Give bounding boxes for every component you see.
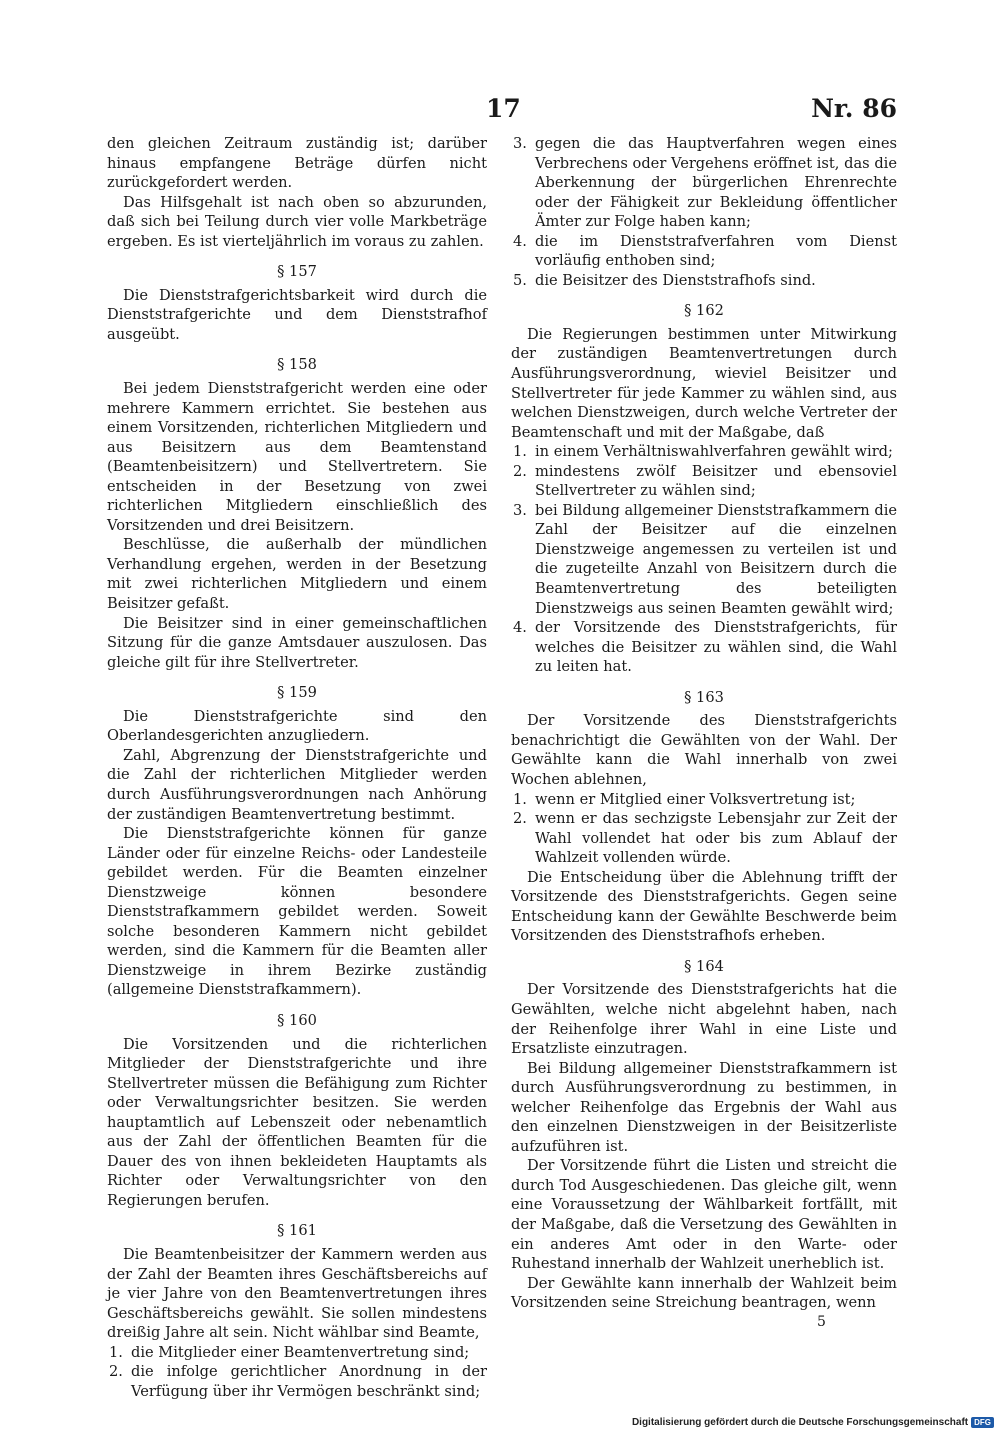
paragraph: Bei Bildung allgemeiner Dienststrafkammern ist durch Ausführungsverordnung zu bestimmen, in welcher Reihenfolge das Ergebnis der Wahl aus den einzelnen Dienstzweigen in der Beisitzerliste aufzuführen ist. — [511, 1059, 897, 1155]
list-item-number: 1. — [513, 790, 527, 808]
list-item — [511, 618, 897, 677]
paragraph: Die Dienststrafgerichte sind den Oberlandesgerichten anzugliedern. — [107, 707, 487, 745]
list-item — [511, 462, 897, 501]
list-item-number: 1. — [513, 443, 527, 461]
paragraph: Die Regierungen bestimmen unter Mitwirkung der zuständigen Beamtenvertretungen durch Ausführungsverordnung, wieviel Beisitzer und Stellvertreter für jede Kammer zu wählen sind, aus welchen Dienstzweigen, durch welche Vertreter der Beamtenschaft und mit der Maßgabe, daß — [511, 325, 897, 441]
list-item-number: 4. — [513, 232, 527, 250]
list-item — [511, 442, 897, 462]
paragraph: Der Vorsitzende des Dienststrafgerichts benachrichtigt die Gewählten von der Wahl. Der Gewählte kann die Wahl innerhalb von zwei Wochen ablehnen, — [511, 712, 897, 788]
digitization-credit — [632, 1417, 994, 1428]
list-item — [511, 790, 897, 810]
section-heading: § 164 — [684, 957, 724, 975]
list-item-number: 2. — [109, 1363, 123, 1381]
dfg-logo: DFG — [971, 1417, 994, 1428]
list-item-number: 3. — [513, 135, 527, 152]
paragraph: Der Vorsitzende führt die Listen und streicht die durch Tod Ausgeschiedenen. Das gleiche gilt, wenn eine Voraussetzung der Wählbarkeit fortfällt, mit der Maßgabe, daß die Versetzung des Gewählten in ein anderes Amt oder in den Warte- oder Ruhestand innerhalb der Wahlzeit unerheblich ist. — [511, 1157, 897, 1273]
list-item-number: 1. — [109, 1343, 123, 1361]
list-item — [511, 271, 897, 291]
section-heading: § 162 — [684, 302, 724, 320]
list-item-number: 2. — [513, 810, 527, 828]
credit-text: Digitalisierung gefördert durch die Deutsche Forschungsgemeinschaft — [631, 1417, 969, 1428]
paragraph: Zahl, Abgrenzung der Dienststrafgerichte und die Zahl der richterlichen Mitglieder werden durch Ausführungsverordnungen nach Anhörung der zuständigen Beamtenvertretung bestimmt. — [107, 746, 487, 823]
paragraph: Der Gewählte kann innerhalb der Wahlzeit beim Vorsitzenden seine Streichung beantragen, wenn — [511, 1274, 897, 1312]
sheet-number: 5 — [817, 1314, 826, 1330]
list-item — [511, 501, 897, 618]
list-item-text: in einem Verhältniswahlverfahren gewählt wird; — [535, 443, 893, 461]
right-column — [511, 134, 897, 1313]
section-heading: § 161 — [277, 1222, 317, 1240]
paragraph: Die Entscheidung über die Ablehnung trifft der Vorsitzende des Dienststrafgerichts. Gegen seine Entscheidung kann der Gewählte Beschwerde beim Vorsitzenden des Dienststrafhofs erheben. — [511, 868, 897, 945]
list-item-text: gegen die das Hauptverfahren wegen eines Verbrechens oder Vergehens eröffnet ist, das die Aberkennung der bürgerlichen Ehrenrechte oder der Fähigkeit zur Bekleidung öffentlicher Ämter zur Folge haben kann; — [535, 135, 897, 231]
list-item-number: 5. — [513, 271, 527, 289]
paragraph: Die Vorsitzenden und die richterlichen Mitglieder der Dienststrafgerichte und ihre Stellvertreter müssen die Befähigung zum Richter oder Verwaltungsrichter besitzen. Sie werden hauptamtlich auf Lebenszeit oder nebenamtlich aus der Zahl der öffentlichen Beamten für die Dauer des von ihnen bekleideten Hauptamts als Richter oder Verwaltungsrichter von den Regierungen berufen. — [107, 1035, 487, 1209]
list-item-text: bei Bildung allgemeiner Dienststrafkammern die Zahl der Beisitzer auf die einzelnen Dienstzweige angemessen zu verteilen ist und die zugeteilte Anzahl von Beisitzern durch die Beamtenvertretung des beteiligten Dienstzweigs aus seinen Beamten gewählt wird; — [535, 501, 897, 617]
list-item — [511, 134, 897, 232]
paragraph: Die Beisitzer sind in einer gemeinschaftlichen Sitzung für die ganze Amtsdauer auszulosen. Das gleiche gilt für ihre Stellvertreter. — [107, 614, 487, 671]
list-item-text: wenn er Mitglied einer Volksvertretung ist; — [535, 790, 856, 808]
list-item — [107, 1343, 487, 1363]
paragraph: Die Dienststrafgerichtsbarkeit wird durch die Dienststrafgerichte und dem Dienststrafhof ausgeübt. — [107, 286, 487, 343]
paragraph: den gleichen Zeitraum zuständig ist; darüber hinaus empfangene Beträge dürfen nicht zurückgefordert werden. — [107, 135, 487, 192]
list-item — [107, 1362, 487, 1401]
list-item-text: der Vorsitzende des Dienststrafgerichts, für welches die Beisitzer zu wählen sind, die Wahl zu leiten hat. — [535, 619, 897, 676]
paragraph: Das Hilfsgehalt ist nach oben so abzurunden, daß sich bei Teilung durch vier volle Markbeträge ergeben. Es ist vierteljährlich im voraus zu zahlen. — [107, 193, 487, 250]
list-item-text: wenn er das sechzigste Lebensjahr zur Zeit der Wahl vollendet hat oder bis zum Ablauf der Wahlzeit vollenden würde. — [535, 810, 897, 867]
paragraph: Bei jedem Dienststrafgericht werden eine oder mehrere Kammern errichtet. Sie bestehen aus einem Vorsitzenden, richterlichen Mitgliedern und aus Beisitzern aus dem Beamtenstand (Beamtenbeisitzern) und Stellvertretern. Sie entscheiden in der Besetzung von zwei richterlichen Mitgliedern einschließlich des Vorsitzenden und drei Beisitzern. — [107, 380, 487, 534]
page-number: 17 — [486, 94, 521, 123]
issue-number: Nr. 86 — [811, 94, 897, 123]
left-column — [107, 134, 487, 1401]
list-item-text: die im Dienststrafverfahren vom Dienst vorläufig enthoben sind; — [535, 232, 897, 270]
list-item-text: die Mitglieder einer Beamtenvertretung sind; — [131, 1343, 470, 1361]
list-item-number: 4. — [513, 619, 527, 637]
section-heading: § 159 — [277, 684, 317, 702]
paragraph: Die Beamtenbeisitzer der Kammern werden aus der Zahl der Beamten ihres Geschäftsbereichs auf je vier Jahre von den Beamtenvertretungen ihres Geschäftsbereichs gewählt. Sie sollen mindestens dreißig Jahre alt sein. Nicht wählbar sind Beamte, — [107, 1245, 487, 1342]
section-heading: § 160 — [277, 1011, 317, 1029]
paragraph: Beschlüsse, die außerhalb der mündlichen Verhandlung ergehen, werden in der Besetzung mit zwei richterlichen Mitgliedern und einem Beisitzer gefaßt. — [107, 536, 487, 613]
list-item-text: die Beisitzer des Dienststrafhofs sind. — [535, 271, 816, 289]
list-item — [511, 232, 897, 271]
section-heading: § 157 — [277, 263, 317, 281]
list-item-text: mindestens zwölf Beisitzer und ebensoviel Stellvertreter zu wählen sind; — [535, 462, 897, 500]
list-item-text: die infolge gerichtlicher Anordnung in der Verfügung über ihr Vermögen beschränkt sind; — [131, 1363, 487, 1400]
paragraph: Der Vorsitzende des Dienststrafgerichts hat die Gewählten, welche nicht abgelehnt haben, nach der Reihenfolge ihrer Wahl in eine Liste und Ersatzliste einzutragen. — [511, 981, 897, 1058]
section-heading: § 158 — [277, 356, 317, 374]
list-item-number: 3. — [513, 501, 527, 519]
list-item — [511, 809, 897, 868]
list-item-number: 2. — [513, 462, 527, 480]
paragraph: Die Dienststrafgerichte können für ganze Länder oder für einzelne Reichs- oder Landesteile gebildet werden. Für die Beamten einzelner Dienstzweige können besondere Dienststrafkammern gebildet werden. Soweit solche besonderen Kammern nicht gebildet werden, sind die Kammern für die Beamten aller Dienstzweige in ihrem Bezirke zuständig (allgemeine Dienststrafkammern). — [107, 825, 487, 999]
section-heading: § 163 — [684, 688, 724, 706]
